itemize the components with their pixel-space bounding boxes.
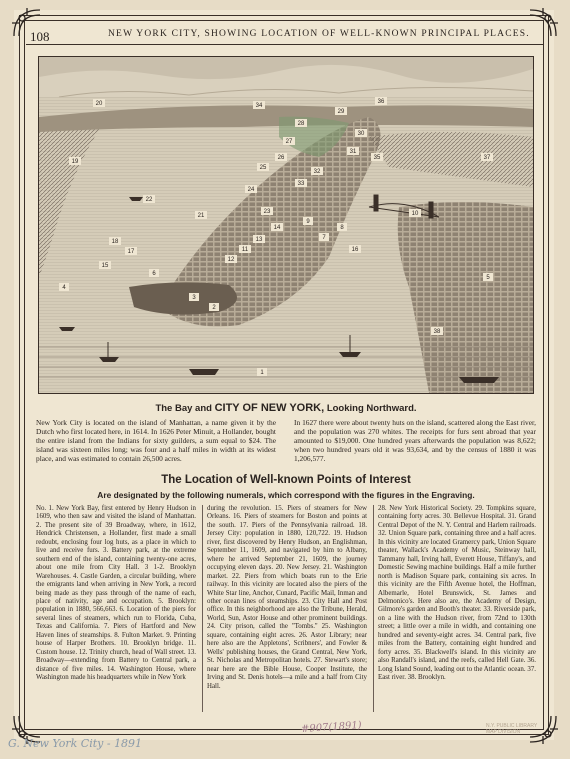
svg-text:31: 31 [349, 149, 357, 155]
corner-ornament-top-right [526, 6, 560, 40]
svg-text:37: 37 [483, 155, 491, 161]
svg-text:35: 35 [373, 155, 381, 161]
svg-text:16: 16 [351, 247, 359, 253]
svg-text:2: 2 [212, 305, 216, 311]
svg-text:14: 14 [273, 225, 281, 231]
svg-text:6: 6 [152, 271, 156, 277]
section-subtitle: Are designated by the following numerals, which correspond with the figures in the Engraving. [97, 490, 475, 500]
svg-text:7: 7 [322, 235, 326, 241]
caption-part-3: Looking Northward. [324, 403, 417, 414]
svg-text:24: 24 [247, 187, 255, 193]
svg-text:38: 38 [433, 329, 441, 335]
svg-text:20: 20 [95, 101, 103, 107]
svg-text:36: 36 [377, 99, 385, 105]
svg-text:18: 18 [111, 239, 119, 245]
bird-eye-view-illustration [39, 57, 533, 393]
intro-paragraph-right: In 1627 there were about twenty huts on the island, scattered along the East river, and the population was 270 whites. The receipts for furs sent abroad that year amounted to $19,000. One hundred years afterwards the population was 8,622; when two hundred years old it was 93,634, and by the census of 1880 it was 1,206,577. [294, 418, 536, 463]
library-stamp: N.Y. PUBLIC LIBRARY MAP DIVISION [486, 723, 538, 735]
caption-city-name: CITY OF NEW YORK, [214, 402, 325, 414]
svg-text:12: 12 [227, 257, 235, 263]
svg-text:3: 3 [192, 295, 196, 301]
svg-text:17: 17 [127, 249, 135, 255]
running-title: NEW YORK CITY, SHOWING LOCATION OF WELL-KNOWN PRINCIPAL PLACES. [108, 29, 530, 39]
engraving-caption [38, 402, 534, 414]
caption-part-1: The Bay and [155, 403, 215, 414]
page-number: 108 [30, 29, 50, 44]
intro-paragraph-left: New York City is located on the island of Manhattan, a name given it by the Dutch who first located here, in 1614. In 1626 Peter Minuit, a Hollander, bought the entire island from the Indians for sixty guilders, a sum equal to $24. The island was sixteen miles long; was four and a half miles in width at its widest place, and was estimated to contain 26,500 acres. [36, 418, 276, 463]
svg-text:34: 34 [255, 103, 263, 109]
svg-text:28: 28 [297, 121, 305, 127]
column-divider [202, 505, 203, 712]
svg-text:10: 10 [411, 211, 419, 217]
svg-text:1: 1 [260, 370, 264, 376]
section-title: The Location of Well-known Points of Interest [161, 474, 411, 486]
svg-text:9: 9 [306, 219, 310, 225]
svg-text:15: 15 [101, 263, 109, 269]
points-column-2: during the revolution. 15. Piers of steamers for New Orleans. 16. Piers of steamers for Boston and points at the south. 17. Piers of the Pennsylvania railroad. 18. Jersey City: population in 1880, 120,722. 19. Hudson river, first discovered by Henry Hudson, an Englishman, September 11, 1609, and navigated by him to Albany, where he arrived September 21, 1609, the journey occupying eleven days. 20. New Jersey. 21. Washington market. 22. Piers from which boats run to the Erie railway. In this vicinity are located also the piers of the White Star line, Anchor, Cunard, Pacific Mail, Inman and other ocean lines of steamships. 23. City Hall and Post office. In this neighborhood are also the Tribune, Herald, World, Sun, Astor House and other prominent buildings. 24. City prison, called the ''Tombs.'' 25. Washington square, containing eight acres. 26. Astor Library; near here also are the Appletons', Scribners', and Fowler & Wells' publishing houses, the Grand Central, New York, St. Nicholas and Metropolitan hotels. 27. Stewart's store; near here are the Bible House, Cooper Institute, the Irving and St. Denis hotels—a mile and a half from City Hall. [207, 505, 367, 690]
points-column-3: 28. New York Historical Society. 29. Tompkins square, containing forty acres. 30. Bellevue Hospital. 31. Grand Central Depot of the N. Y. Central and Harlem railroads. 32. Union Square park, containing three and a half acres. In this vicinity are located Gramercy park, Union Square theater, Wallack's Academy of Music, Steinway hall, Tammany hall, Irving hall, Everett House, Tiffany's, and Domestic Sewing machine buildings. Half a mile further north is Madison Square park, containing six acres. In this vicinity are the Fifth Avenue hotel, the Hoffman, Albemarle, Hotel Brunswick, St. James and Delmonico's. Here also are, the Academy of Design, Gilmore's garden and Booth's theater. 33. Riverside park, on a line with the Hudson river, from 72nd to 130th street; a little over a mile in width, and containing one hundred and seventy-eight acres. 34. Central park, five miles from the Battery, containing eight hundred and forty acres. 35. Blackwell's island. In this vicinity are also Randall's island, and the reefs, called Hell Gate. 36. Long Island Sound, leading out to the Atlantic ocean. 37. East river. 38. Brooklyn. [378, 505, 536, 682]
svg-text:29: 29 [337, 109, 345, 115]
svg-text:27: 27 [285, 139, 293, 145]
svg-text:23: 23 [263, 209, 271, 215]
handwritten-title: G. New York City - 1891 [8, 737, 143, 750]
svg-text:8: 8 [340, 225, 344, 231]
column-divider [373, 505, 374, 712]
header-rule [26, 44, 544, 45]
city-engraving [38, 56, 534, 394]
svg-text:13: 13 [255, 237, 263, 243]
svg-text:26: 26 [277, 155, 285, 161]
svg-text:32: 32 [313, 169, 321, 175]
shelfmark-annotation: #907(1891) [300, 719, 363, 736]
svg-text:33: 33 [297, 181, 305, 187]
svg-text:4: 4 [62, 285, 66, 291]
points-column-1: No. 1. New York Bay, first entered by Henry Hudson in 1609, who then saw and visited the island of Manhattan. 2. The present site of 39 Broadway, where, in 1612, Hendrick Christensen, a Hollander, first made a small redoubt, enclosing four log huts, as a place in which to live and receive furs. 3. Battery park, at the extreme southern end of the island, containing twenty-one acres, about one mile from City Hall. 3 1-2. Brooklyn Warehouses. 4. Castle Garden, a circular building, where the emigrants land when arriving in New York, a record being made as they pass through of the name of each, place of nativity, age and occupation. 5. Brooklyn: population in 1880, 566,663. 6. Location of the piers for several lines of steamers, which run to Florida, Cuba, Texas and California. 7. Piers of Hartford and New Haven lines of steamships. 8. Fulton Market. 9. Printing house of Harper Brothers. 10. Brooklyn bridge. 11. Custom house. 12. Trinity church, head of Wall street. 13. Broadway—extending from Battery to Central park, a distance of five miles. 14. Washington House, where Washington made his headquarters while in New York [36, 505, 196, 682]
svg-text:11: 11 [241, 247, 249, 253]
svg-text:19: 19 [71, 159, 79, 165]
svg-text:22: 22 [145, 197, 153, 203]
svg-text:5: 5 [486, 275, 490, 281]
svg-text:30: 30 [357, 131, 365, 137]
svg-text:25: 25 [259, 165, 267, 171]
svg-text:21: 21 [197, 213, 205, 219]
